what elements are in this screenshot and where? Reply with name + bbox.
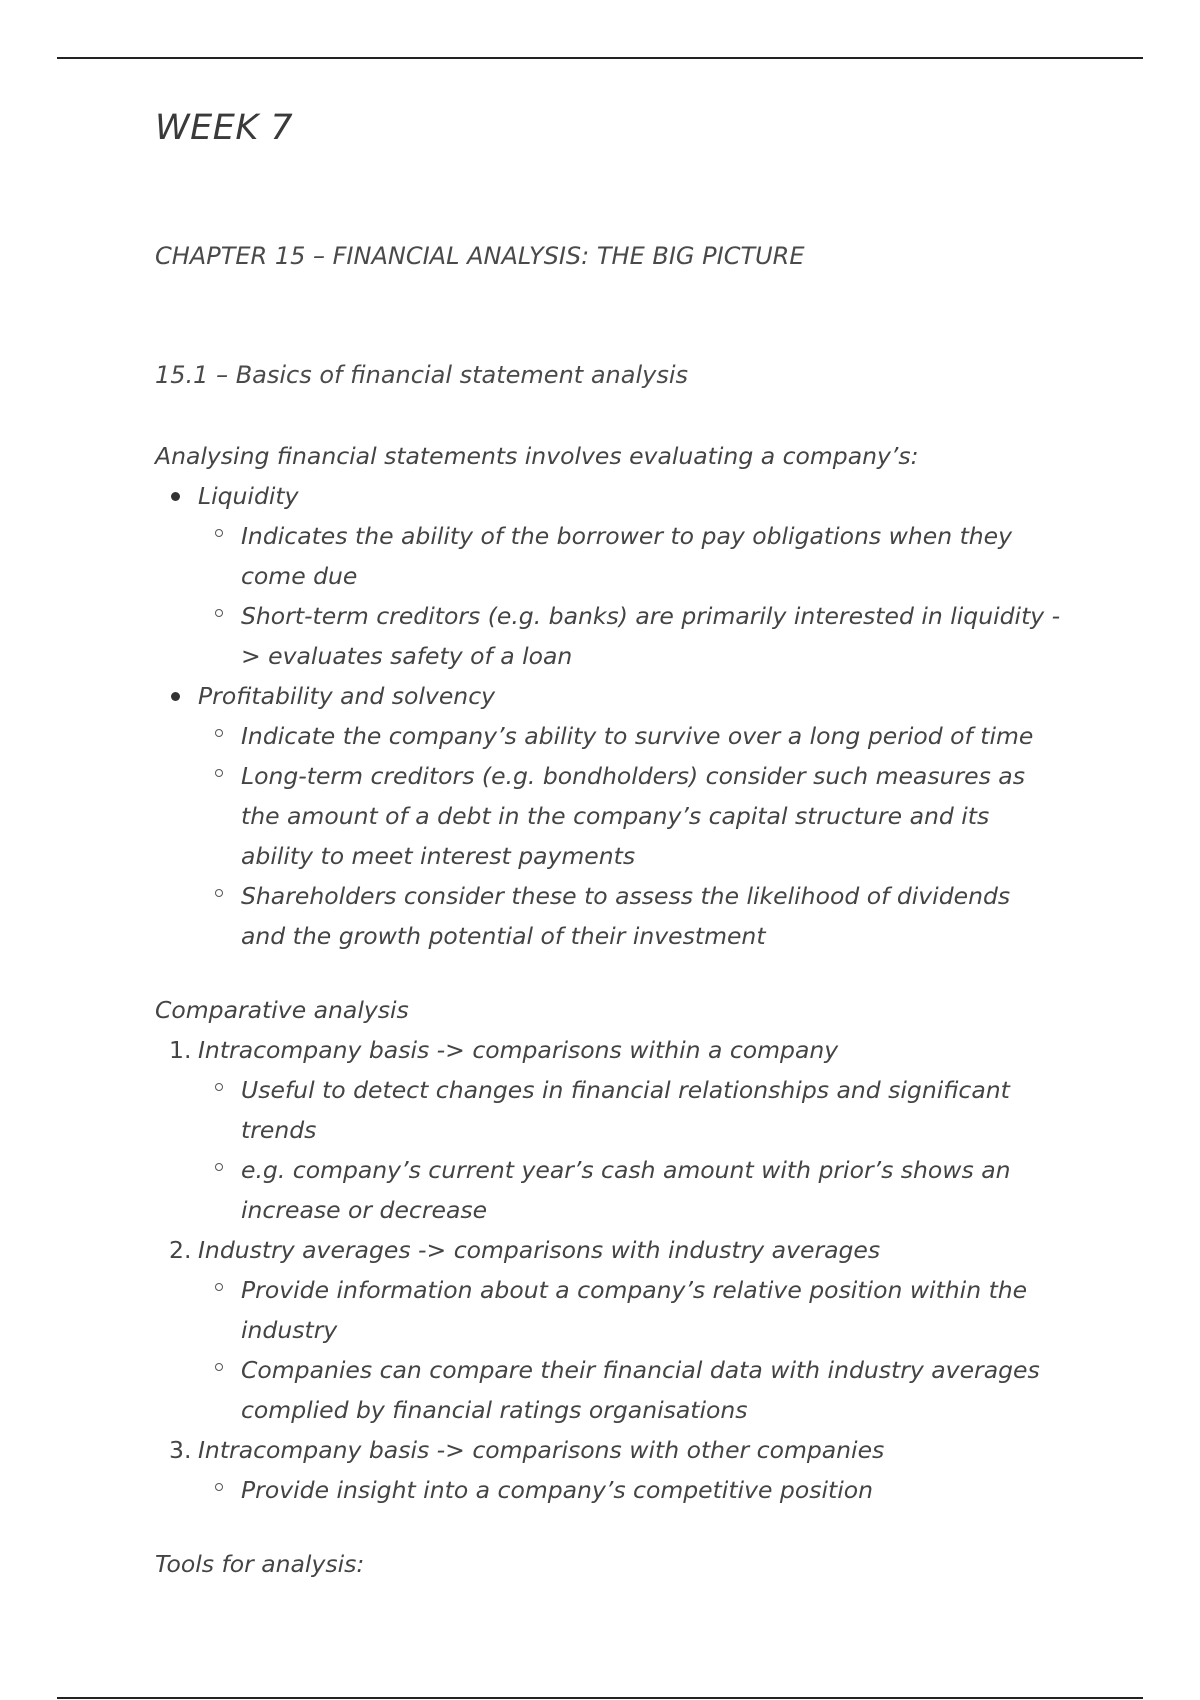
section-title: 15.1 – Basics of financial statement analysis [155,361,688,389]
sub-list-item [155,716,1055,756]
chapter-title: CHAPTER 15 – FINANCIAL ANALYSIS: THE BIG PICTURE [155,242,805,270]
list-item-profitability [155,676,1055,956]
sub-list-item-text: Short-term creditors (e.g. banks) are primarily interested in liquidity -> evaluates safety of a loan [241,602,1061,670]
list-item-label: Liquidity [198,482,299,510]
comparative-block [155,990,1055,1510]
sub-list [198,1070,1055,1230]
list-number: 1. [169,1036,192,1064]
sub-list-item-text: Provide information about a company’s relative position within the industry [241,1276,1028,1344]
sub-list [198,516,1061,676]
hollow-bullet-icon [215,889,223,897]
sub-list-item [155,1470,1055,1510]
sub-list-item-text: Indicate the company’s ability to survive over a long period of time [241,722,1034,750]
sub-list-item [155,1270,1055,1350]
bullet-icon [171,492,180,501]
bullet-icon [171,692,180,701]
sub-list-item [155,516,1055,596]
comparative-list [155,1030,1055,1510]
evaluation-list [155,476,1061,956]
list-item-label: Intracompany basis -> comparisons within a company [198,1036,839,1064]
sub-list-item-text: Useful to detect changes in financial relationships and significant trends [241,1076,1010,1144]
sub-list-item [155,596,1061,676]
sub-list [198,1470,1055,1510]
top-rule [57,57,1143,59]
comparative-heading: Comparative analysis [155,996,409,1024]
list-item-liquidity [155,476,1061,676]
list-item-label: Industry averages -> comparisons with industry averages [198,1236,881,1264]
sub-list [198,716,1055,956]
tools-block [155,1544,1055,1584]
tools-heading: Tools for analysis: [155,1550,365,1578]
hollow-bullet-icon [215,769,223,777]
hollow-bullet-icon [215,1163,223,1171]
hollow-bullet-icon [215,729,223,737]
list-number: 2. [169,1236,192,1264]
list-item-industry-averages [155,1230,1055,1430]
sub-list-item-text: Shareholders consider these to assess the likelihood of dividends and the growth potential of their investment [241,882,1011,950]
sub-list-item-text: Indicates the ability of the borrower to pay obligations when they come due [241,522,1013,590]
sub-list-item [155,1070,1055,1150]
sub-list-item-text: e.g. company’s current year’s cash amount with prior’s shows an increase or decrease [241,1156,1011,1224]
hollow-bullet-icon [215,1083,223,1091]
sub-list-item [155,1150,1055,1230]
sub-list-item-text: Companies can compare their financial data with industry averages complied by financial ratings organisations [241,1356,1040,1424]
intro-block [155,436,1061,956]
sub-list-item [155,756,1055,876]
list-item-label: Intracompany basis -> comparisons with other companies [198,1436,885,1464]
sub-list [198,1270,1055,1430]
list-item-label: Profitability and solvency [198,682,496,710]
list-item-intracompany [155,1030,1055,1230]
sub-list-item-text: Provide insight into a company’s competitive position [241,1476,873,1504]
hollow-bullet-icon [215,529,223,537]
bottom-rule [57,1697,1143,1699]
sub-list-item [155,1350,1055,1430]
sub-list-item-text: Long-term creditors (e.g. bondholders) consider such measures as the amount of a debt in the company’s capital structure and its ability to meet interest payments [241,762,1025,870]
week-title: WEEK 7 [155,108,294,148]
hollow-bullet-icon [215,609,223,617]
hollow-bullet-icon [215,1363,223,1371]
intro-text: Analysing financial statements involves evaluating a company’s: [155,442,919,470]
list-item-other-companies [155,1430,1055,1510]
list-number: 3. [169,1436,192,1464]
sub-list-item [155,876,1055,956]
hollow-bullet-icon [215,1483,223,1491]
hollow-bullet-icon [215,1283,223,1291]
